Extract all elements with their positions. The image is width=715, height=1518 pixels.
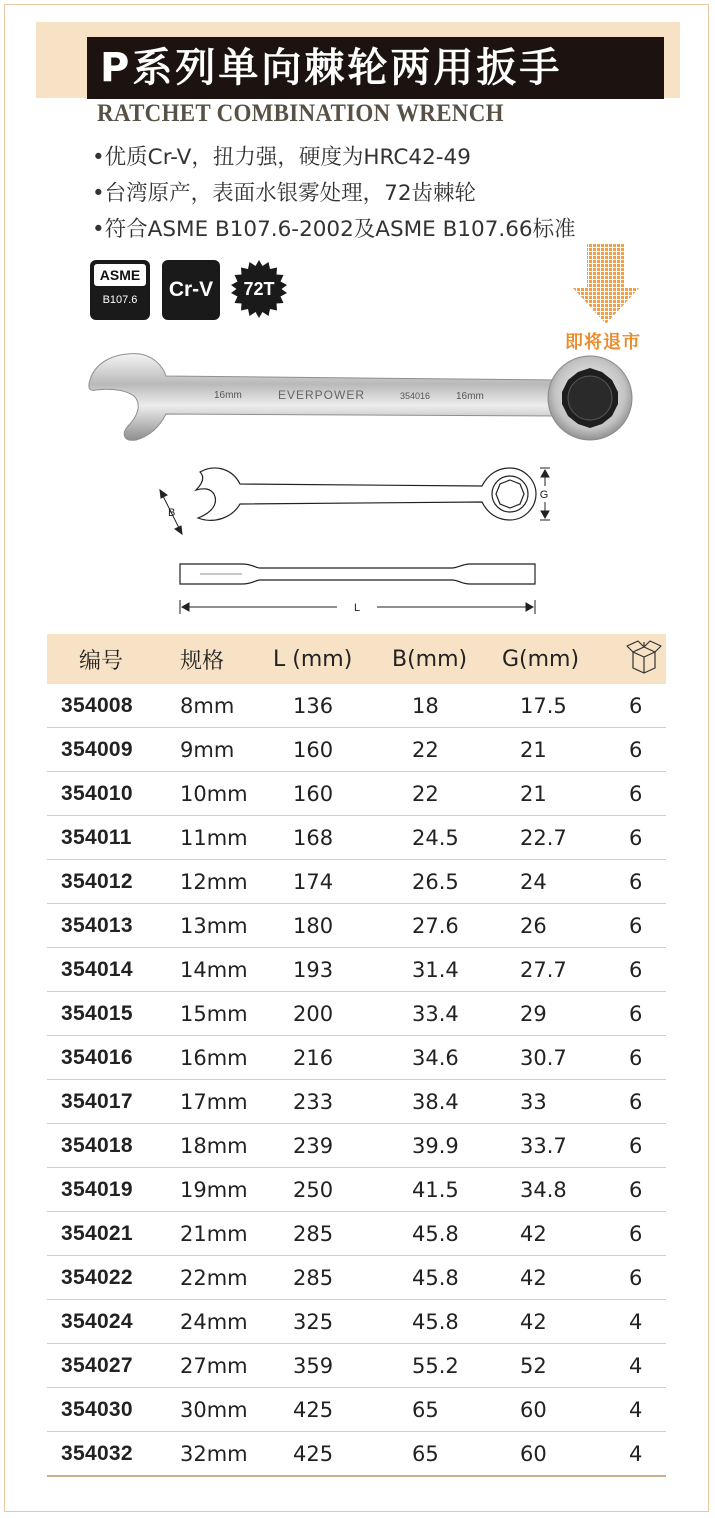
- cell-b: 41.5: [384, 1168, 502, 1212]
- cell-code: 354027: [47, 1344, 170, 1388]
- asme-badge: [90, 260, 150, 320]
- cell-code: 354009: [47, 728, 170, 772]
- table-row: [47, 1036, 666, 1080]
- cell-g: 27.7: [502, 948, 613, 992]
- table-row: [47, 1124, 666, 1168]
- cell-length: 193: [267, 948, 384, 992]
- header-code: 编号: [79, 648, 124, 674]
- page-title: P系列单向棘轮两用扳手: [100, 45, 563, 91]
- cell-size: 17mm: [170, 1080, 267, 1124]
- feature-list: [92, 140, 576, 248]
- cell-size: 24mm: [170, 1300, 267, 1344]
- cell-g: 60: [502, 1432, 613, 1477]
- diagram-label-b: B: [168, 507, 176, 519]
- cell-code: 354014: [47, 948, 170, 992]
- table-row: [47, 860, 666, 904]
- cell-size: 8mm: [170, 684, 267, 728]
- teeth-badge: [230, 260, 288, 318]
- cell-b: 65: [384, 1388, 502, 1432]
- diagram-label-l: L: [353, 602, 361, 614]
- cell-code: 354012: [47, 860, 170, 904]
- cell-box-qty: 6: [613, 1168, 666, 1212]
- cell-length: 180: [267, 904, 384, 948]
- cell-box-qty: 6: [613, 684, 666, 728]
- cell-g: 21: [502, 728, 613, 772]
- cell-size: 21mm: [170, 1212, 267, 1256]
- asme-badge-label: ASME: [94, 264, 146, 286]
- cell-code: 354030: [47, 1388, 170, 1432]
- cell-size: 10mm: [170, 772, 267, 816]
- cell-g: 42: [502, 1300, 613, 1344]
- cell-size: 19mm: [170, 1168, 267, 1212]
- feature-item: •台湾原产，表面水银雾处理，72齿棘轮: [92, 181, 477, 206]
- cell-b: 45.8: [384, 1256, 502, 1300]
- cell-size: 32mm: [170, 1432, 267, 1477]
- teeth-badge-label: 72T: [243, 279, 275, 299]
- table-row: [47, 684, 666, 728]
- cell-g: 30.7: [502, 1036, 613, 1080]
- feature-item: •符合ASME B107.6-2002及ASME B107.66标准: [92, 217, 576, 242]
- cell-length: 216: [267, 1036, 384, 1080]
- photo-code: 354016: [400, 391, 431, 401]
- cell-b: 45.8: [384, 1300, 502, 1344]
- cell-length: 359: [267, 1344, 384, 1388]
- cell-length: 285: [267, 1256, 384, 1300]
- cell-g: 33.7: [502, 1124, 613, 1168]
- cell-b: 31.4: [384, 948, 502, 992]
- cell-box-qty: 6: [613, 1256, 666, 1300]
- cell-b: 22: [384, 728, 502, 772]
- cell-b: 38.4: [384, 1080, 502, 1124]
- cell-length: 160: [267, 728, 384, 772]
- header-size: 规格: [180, 648, 225, 674]
- table-header-row: [47, 634, 666, 684]
- table-row: [47, 1168, 666, 1212]
- table-row: [47, 1212, 666, 1256]
- spec-table: [47, 634, 666, 1477]
- cell-size: 27mm: [170, 1344, 267, 1388]
- cell-length: 136: [267, 684, 384, 728]
- cell-code: 354018: [47, 1124, 170, 1168]
- header-length: L (mm): [273, 646, 353, 672]
- table-row: [47, 1080, 666, 1124]
- photo-size-left: 16mm: [214, 390, 242, 401]
- cell-box-qty: 6: [613, 728, 666, 772]
- carton-box-icon: [625, 638, 663, 674]
- cell-box-qty: 6: [613, 1080, 666, 1124]
- discontinued-notice: 即将退市: [565, 332, 641, 353]
- cell-g: 22.7: [502, 816, 613, 860]
- photo-brand: EVERPOWER: [278, 388, 366, 402]
- table-row: [47, 1256, 666, 1300]
- cell-code: 354019: [47, 1168, 170, 1212]
- cell-length: 250: [267, 1168, 384, 1212]
- table-row: [47, 816, 666, 860]
- diagram-label-g: G: [539, 489, 549, 501]
- cell-length: 425: [267, 1388, 384, 1432]
- cell-b: 18: [384, 684, 502, 728]
- cell-size: 18mm: [170, 1124, 267, 1168]
- cell-g: 42: [502, 1212, 613, 1256]
- cell-box-qty: 6: [613, 1212, 666, 1256]
- cell-size: 14mm: [170, 948, 267, 992]
- cell-b: 65: [384, 1432, 502, 1477]
- feature-item: •优质Cr-V，扭力强，硬度为HRC42-49: [92, 145, 471, 170]
- cell-code: 354021: [47, 1212, 170, 1256]
- cell-g: 29: [502, 992, 613, 1036]
- cell-size: 30mm: [170, 1388, 267, 1432]
- cell-size: 13mm: [170, 904, 267, 948]
- cell-length: 200: [267, 992, 384, 1036]
- cell-length: 168: [267, 816, 384, 860]
- cell-g: 21: [502, 772, 613, 816]
- cell-b: 26.5: [384, 860, 502, 904]
- cell-code: 354010: [47, 772, 170, 816]
- table-row: [47, 992, 666, 1036]
- cell-g: 33: [502, 1080, 613, 1124]
- cell-length: 233: [267, 1080, 384, 1124]
- cell-b: 33.4: [384, 992, 502, 1036]
- cell-box-qty: 4: [613, 1432, 666, 1477]
- cell-g: 52: [502, 1344, 613, 1388]
- cell-code: 354008: [47, 684, 170, 728]
- cell-code: 354032: [47, 1432, 170, 1477]
- cell-size: 22mm: [170, 1256, 267, 1300]
- cell-box-qty: 4: [613, 1344, 666, 1388]
- asme-badge-standard: B107.6: [102, 294, 138, 306]
- cell-g: 34.8: [502, 1168, 613, 1212]
- cell-code: 354016: [47, 1036, 170, 1080]
- cell-b: 55.2: [384, 1344, 502, 1388]
- cell-g: 26: [502, 904, 613, 948]
- cell-code: 354013: [47, 904, 170, 948]
- cell-box-qty: 6: [613, 860, 666, 904]
- table-row: [47, 1388, 666, 1432]
- cell-b: 24.5: [384, 816, 502, 860]
- cell-code: 354015: [47, 992, 170, 1036]
- page-subtitle: RATCHET COMBINATION WRENCH: [97, 100, 504, 127]
- cell-b: 22: [384, 772, 502, 816]
- table-row: [47, 1432, 666, 1477]
- cell-length: 325: [267, 1300, 384, 1344]
- cell-code: 354017: [47, 1080, 170, 1124]
- dimension-diagram: [152, 460, 562, 622]
- cell-box-qty: 4: [613, 1300, 666, 1344]
- cell-length: 285: [267, 1212, 384, 1256]
- table-row: [47, 772, 666, 816]
- down-arrow-icon: [573, 244, 639, 324]
- cell-g: 24: [502, 860, 613, 904]
- cell-box-qty: 6: [613, 1124, 666, 1168]
- cell-b: 34.6: [384, 1036, 502, 1080]
- cell-size: 9mm: [170, 728, 267, 772]
- wrench-photo: [88, 348, 633, 446]
- cell-size: 16mm: [170, 1036, 267, 1080]
- cell-size: 11mm: [170, 816, 267, 860]
- cell-g: 60: [502, 1388, 613, 1432]
- cell-box-qty: 6: [613, 904, 666, 948]
- cell-g: 17.5: [502, 684, 613, 728]
- cell-code: 354011: [47, 816, 170, 860]
- cell-size: 15mm: [170, 992, 267, 1036]
- cell-length: 174: [267, 860, 384, 904]
- cell-b: 27.6: [384, 904, 502, 948]
- header-box: [613, 634, 666, 684]
- table-row: [47, 904, 666, 948]
- photo-size-right: 16mm: [456, 391, 484, 402]
- table-row: [47, 948, 666, 992]
- cell-box-qty: 6: [613, 992, 666, 1036]
- header-g: G(mm): [502, 646, 580, 672]
- table-row: [47, 1300, 666, 1344]
- cell-code: 354024: [47, 1300, 170, 1344]
- crv-badge: Cr-V: [162, 260, 220, 320]
- cell-box-qty: 4: [613, 1388, 666, 1432]
- header-b: B(mm): [392, 646, 468, 672]
- cell-length: 239: [267, 1124, 384, 1168]
- cell-length: 425: [267, 1432, 384, 1477]
- table-row: [47, 1344, 666, 1388]
- cell-box-qty: 6: [613, 816, 666, 860]
- cell-box-qty: 6: [613, 1036, 666, 1080]
- table-row: [47, 728, 666, 772]
- cell-size: 12mm: [170, 860, 267, 904]
- cell-box-qty: 6: [613, 772, 666, 816]
- cell-b: 39.9: [384, 1124, 502, 1168]
- cell-g: 42: [502, 1256, 613, 1300]
- cell-box-qty: 6: [613, 948, 666, 992]
- cell-length: 160: [267, 772, 384, 816]
- cell-b: 45.8: [384, 1212, 502, 1256]
- cell-code: 354022: [47, 1256, 170, 1300]
